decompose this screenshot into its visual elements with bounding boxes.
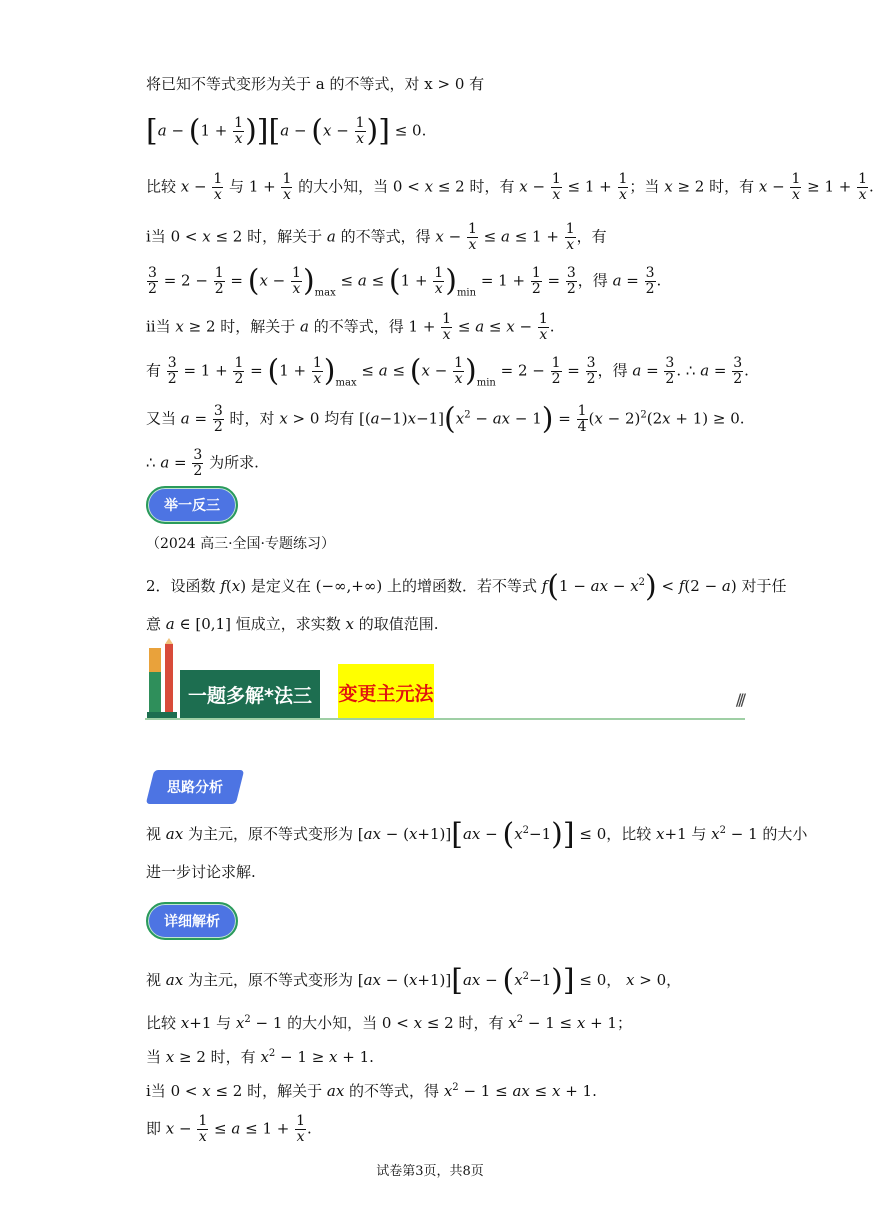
solution-badge	[146, 902, 238, 940]
solution-line-1: 视 ax 为主元，原不等式变形为 $[ax - (x+1)][ax - (x^2-1)] \le 0$， x > 0，	[146, 963, 682, 998]
analysis-line-2: 进一步讨论求解.	[146, 863, 256, 881]
stationery-icon	[145, 642, 181, 722]
formula-line-2: [a − (1 + $\frac{1}{x}$ )][a − (x − $\frac{1}{x}$ )] ≤ 0.	[146, 113, 427, 149]
practice-badge	[146, 486, 238, 524]
text-line-1: 将已知不等式变形为关于 a 的不等式，对 x > 0 有	[146, 75, 485, 93]
solution-line-5: 即 x − $\frac{1}{x}$ ≤ a ≤ 1 + $\frac{1}{x}$ .	[146, 1113, 312, 1145]
case-i-derivation: $\frac{3}{2}$ = 2 − $\frac{1}{2}$ = (x − $\frac{1}{x}$ )$_{max} \le a \le (1$ + $\frac{1}{x}$ )$_{min} = 1$ + $\frac{1}{2}$ = $\frac{3}{2}$ ，得 a = $\frac{3}{2}$ .	[148, 263, 662, 299]
analysis-badge	[146, 770, 244, 804]
banner-method-title: 一题多解*法三	[180, 670, 320, 718]
solution-line-2: 比较 x+1 与 $x^2 - 1$ 的大小知，当 0 < x ≤ 2 时，有 $x^2 - 1 \le x + 1$；	[146, 1014, 632, 1032]
banner-method-name: 变更主元法	[338, 664, 434, 720]
practice-badge-label: 举一反三	[164, 498, 220, 514]
compare-line: 比较 x − $\frac{1}{x}$ 与 1 + $\frac{1}{x}$ 的大小知，当 0 < x ≤ 2 时，有 x − $\frac{1}{x}$ ≤ 1 + $\frac{1}{x}$ ；当 x ≥ 2 时，有 x − $\frac{1}{x}$ ≥ 1 + $\frac{1}{x}$ .	[146, 171, 874, 203]
banner-slashes: ///	[735, 690, 743, 709]
case-ii-derivation: 有 $\frac{3}{2}$ = 1 + $\frac{1}{2}$ = (1 + $\frac{1}{x}$ )$_{max} \le a \le (x$ − $\frac{1}{x}$ )$_{min} = 2$ − $\frac{1}{2}$ = $\frac{3}{2}$ ，得 a = $\frac{3}{2}$ . ∴ a = $\frac{3}{2}$ .	[146, 353, 749, 389]
solution-line-4: i当 0 < x ≤ 2 时，解关于 ax 的不等式，得 $x^2 - 1$ ≤ ax ≤ x + 1.	[146, 1082, 597, 1100]
case-i-line: i当 0 < x ≤ 2 时，解关于 a 的不等式，得 x − $\frac{1}{x}$ ≤ a ≤ 1 + $\frac{1}{x}$ ，有	[146, 221, 607, 253]
analysis-line-1: 视 ax 为主元，原不等式变形为 $[ax - (x+1)][ax - (x^2-1)] \le 0$，比较 x+1 与 $x^2 - 1$ 的大小	[146, 817, 808, 852]
problem-line-1: 2．设函数 f(x) 是定义在 (−∞,+∞) 上的增函数．若不等式 f(1 − ax − $x^2) < f(2 - a)$ 对于任	[146, 569, 787, 604]
source-note: （2024 高三·全国·专题练习）	[146, 536, 335, 552]
conclusion-line: ∴ a = $\frac{3}{2}$ 为所求.	[146, 447, 259, 479]
banner-divider	[145, 718, 745, 720]
problem-line-2: 意 a ∈ [0,1] 恒成立，求实数 x 的取值范围.	[146, 615, 439, 633]
page-footer: 试卷第3页，共8页	[376, 1164, 484, 1179]
solution-badge-label: 详细解析	[164, 914, 220, 930]
verify-line: 又当 a = $\frac{3}{2}$ 时，对 x > 0 均有 $[(a-1)x-1](x^2$ − ax − 1) = $\frac{1}{4}$ $(x - 2)^2(2x + 1) \ge 0$.	[146, 401, 745, 437]
case-ii-line: ii当 x ≥ 2 时，解关于 a 的不等式，得 1 + $\frac{1}{x}$ ≤ a ≤ x − $\frac{1}{x}$ .	[146, 311, 555, 343]
analysis-badge-label: 思路分析	[167, 780, 223, 796]
method-banner	[145, 640, 745, 724]
solution-line-3: 当 x ≥ 2 时，有 $x^2 - 1 \ge x + 1$.	[146, 1048, 374, 1066]
